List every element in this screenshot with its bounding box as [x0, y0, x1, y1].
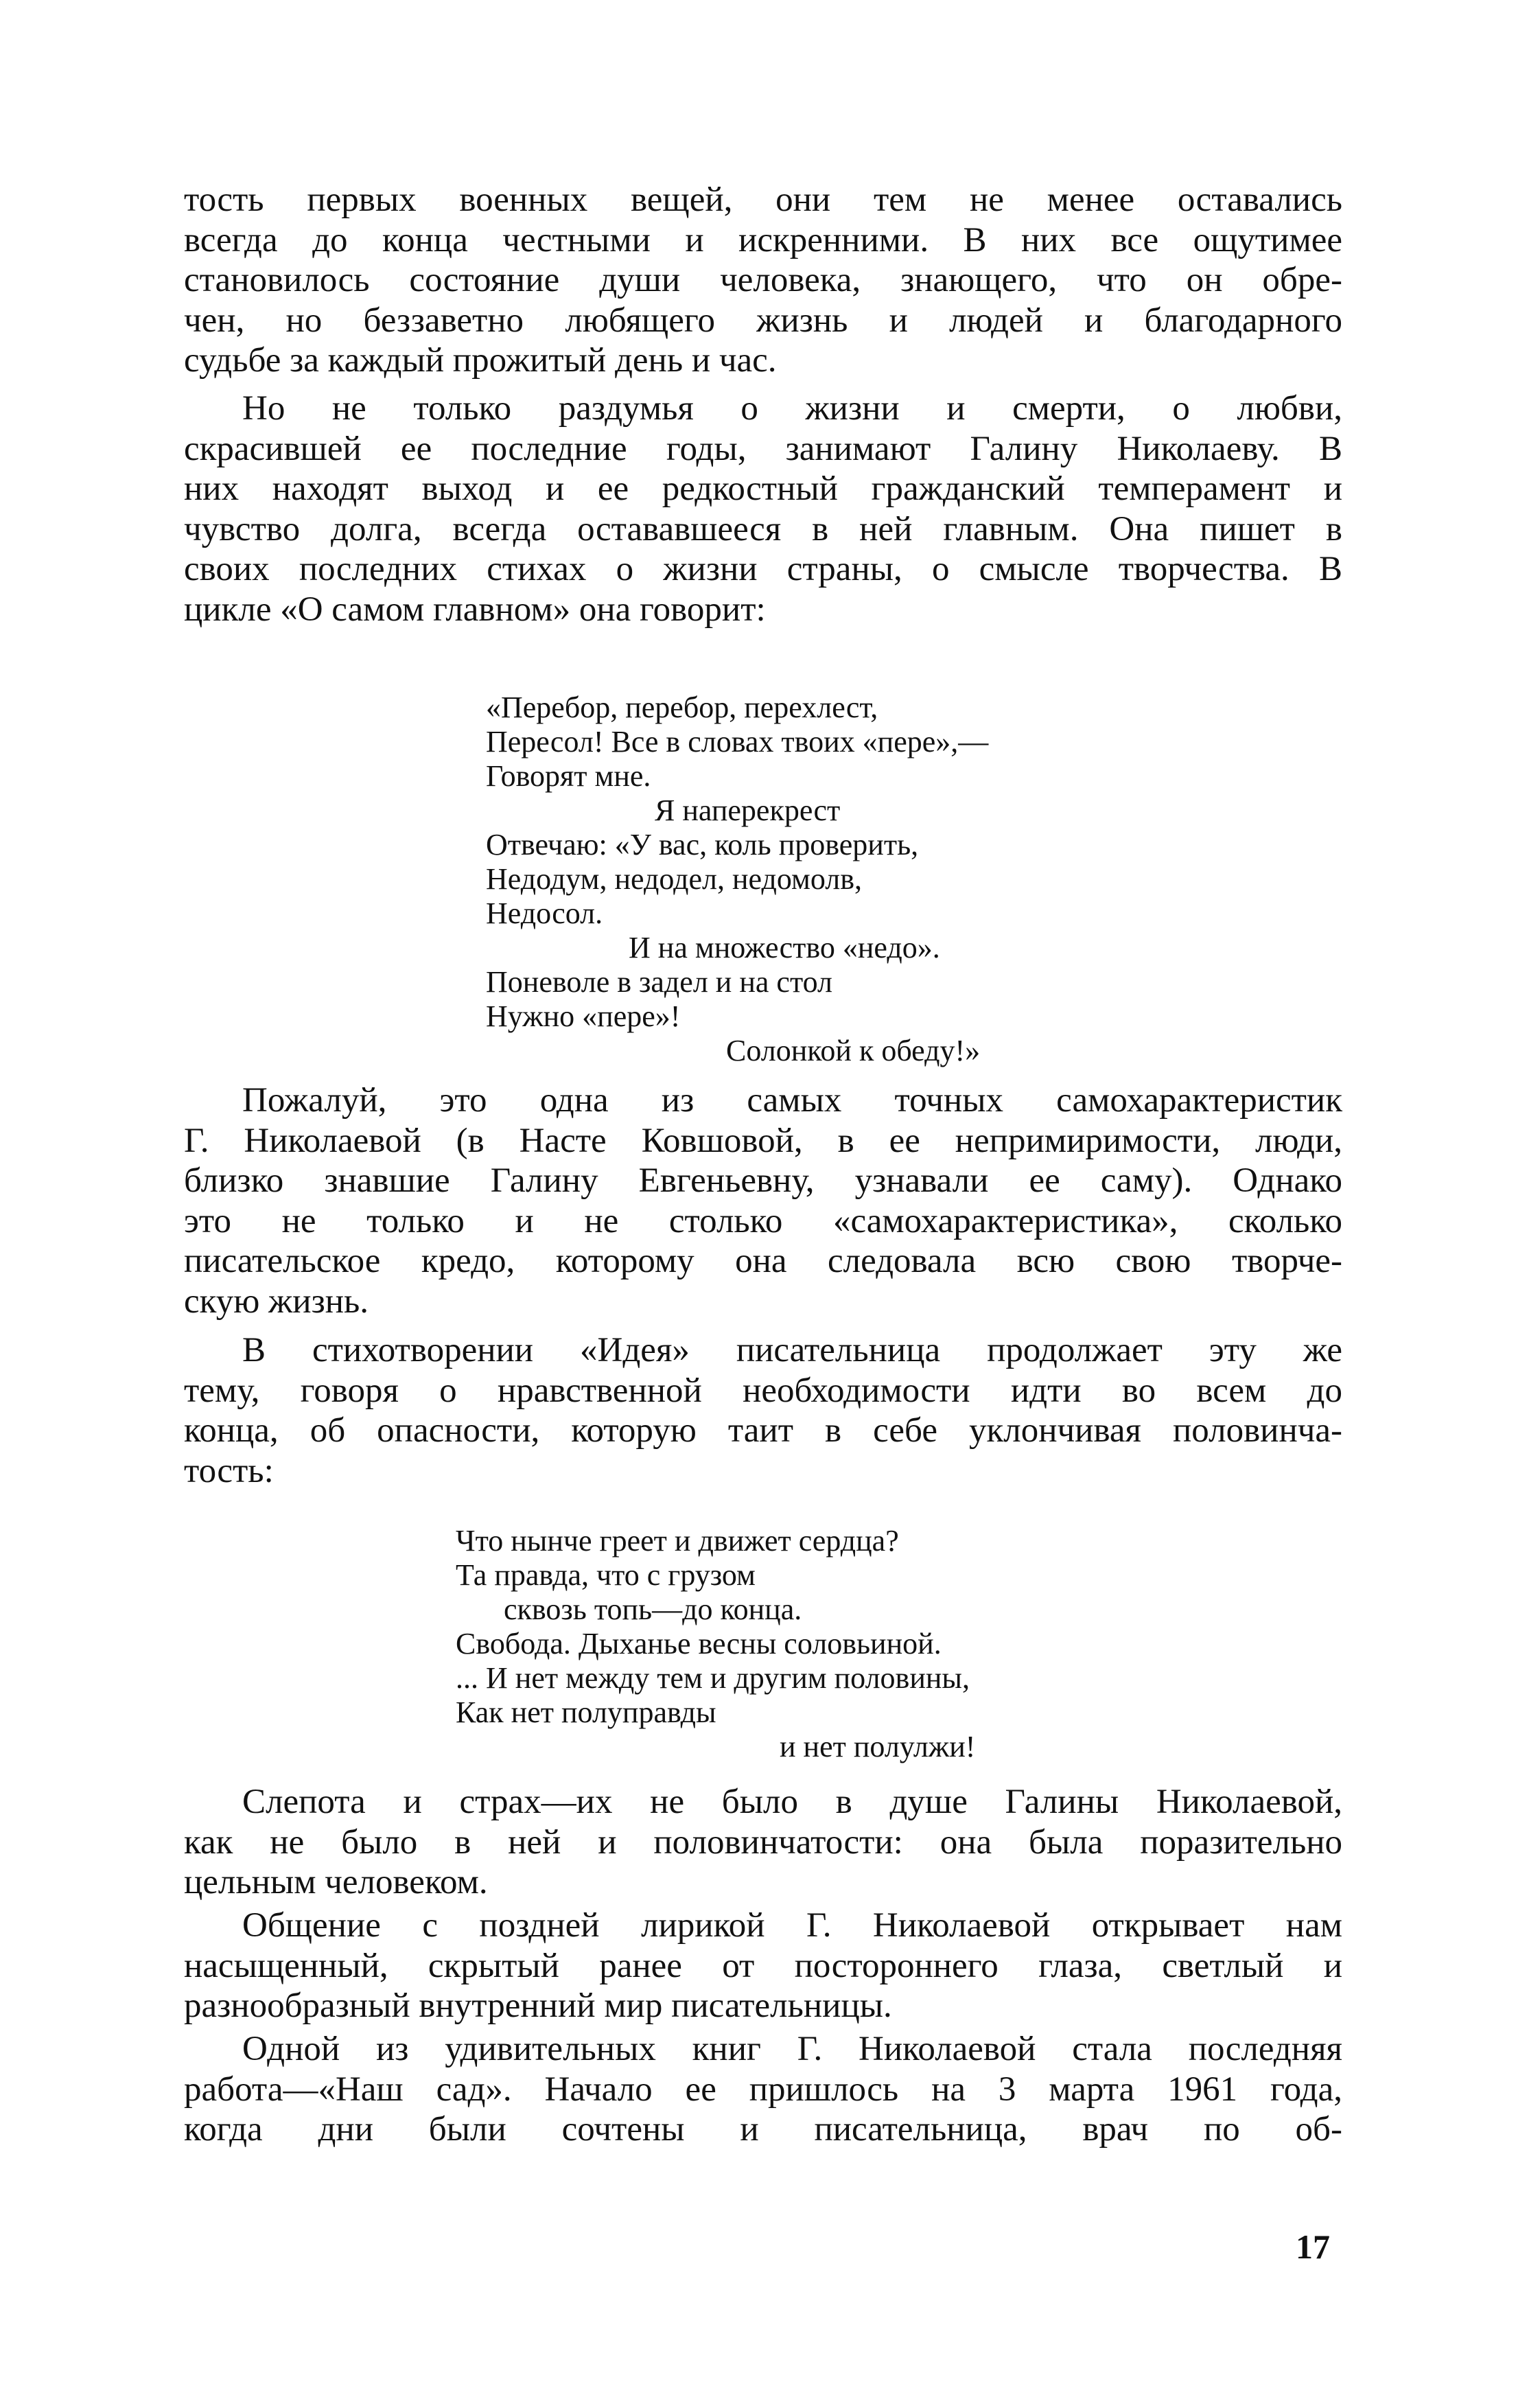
poem-line: И на множество «недо». [629, 931, 940, 964]
text-line: скую жизнь. [184, 1282, 369, 1321]
poem-line: и нет полулжи! [780, 1730, 976, 1763]
poem-line: Нужно «пере»! [486, 999, 681, 1033]
text-line: всегда до конца честными и искренними. В них все ощутимее [184, 220, 1342, 259]
poem-ideya [456, 1524, 1211, 1764]
poem-line: Та правда, что с грузом [456, 1558, 756, 1592]
paragraph-5 [184, 1782, 1342, 1903]
text-line: близко знавшие Галину Евгеньевну, узнавали ее саму). Однако [184, 1161, 1342, 1201]
text-line: Слепота и страх—их не было в душе Галины Николаевой, [242, 1783, 1342, 1821]
text-line: как не было в ней и половинчатости: она была поразительно [184, 1822, 1342, 1862]
text-line: них находят выход и ее редкостный гражданский темперамент и [184, 470, 1342, 509]
text-line: Одной из удивительных книг Г. Николаевой стала последняя [242, 2030, 1342, 2068]
poem-line: Поневоле в задел и на стол [486, 965, 832, 999]
text-line: Пожалуй, это одна из самых точных самохарактеристик [242, 1081, 1342, 1120]
poem-line: ... И нет между тем и другим половины, [456, 1661, 970, 1695]
text-line: цельным человеком. [184, 1863, 488, 1902]
poem-line: Как нет полуправды [456, 1695, 716, 1729]
text-line: работа—«Наш сад». Начало ее пришлось на 3 марта 1961 года, [184, 2070, 1342, 2109]
text-line: разнообразный внутренний мир писательницы. [184, 1987, 892, 2026]
poem-line: Недодум, недодел, недомолв, [486, 862, 863, 896]
text-line: чувство долга, всегда остававшееся в ней главным. Она пишет в [184, 509, 1342, 548]
text-line: насыщенный, скрытый ранее от постороннего глаза, светлый и [184, 1946, 1342, 1985]
text-line: тость первых военных вещей, они тем не менее оставались [184, 181, 1342, 219]
poem-pere [486, 691, 1172, 1068]
text-line: Но не только раздумья о жизни и смерти, о любви, [242, 389, 1342, 428]
paragraph-7 [184, 2029, 1342, 2150]
poem-line: Пересол! Все в словах твоих «пере»,— [486, 725, 989, 759]
text-line: это не только и не столько «самохарактеристика», сколько [184, 1201, 1342, 1240]
poem-line: Я наперекрест [655, 794, 841, 827]
poem-line: «Перебор, перебор, перехлест, [486, 691, 878, 724]
text-line: тему, говоря о нравственной необходимости идти во всем до [184, 1371, 1342, 1410]
text-line: Общение с поздней лирикой Г. Николаевой открывает нам [242, 1906, 1342, 1945]
text-line: своих последних стихах о жизни страны, о смысле творчества. В [184, 550, 1342, 589]
text-line: В стихотворении «Идея» писательница продолжает эту же [242, 1331, 1342, 1369]
text-line: скрасившей ее последние годы, занимают Галину Николаеву. В [184, 429, 1342, 468]
poem-line: Свобода. Дыханье весны соловьиной. [456, 1627, 942, 1660]
text-line: когда дни были сочтены и писательница, врач по об- [184, 2110, 1342, 2149]
poem-line: Отвечаю: «У вас, коль проверить, [486, 828, 919, 861]
text-line: конца, об опасности, которую таит в себе уклончивая половинча- [184, 1411, 1342, 1450]
text-line: Г. Николаевой (в Насте Ковшовой, в ее непримиримости, люди, [184, 1121, 1342, 1160]
text-line: становилось состояние души человека, знающего, что он обре- [184, 261, 1342, 300]
text-line: писательское кредо, которому она следовала всю свою творче- [184, 1242, 1342, 1281]
poem-line: Солонкой к обеду!» [726, 1034, 981, 1067]
text-line: судьбе за каждый прожитый день и час. [184, 341, 777, 380]
paragraph-1 [184, 180, 1342, 381]
text-line: чен, но беззаветно любящего жизнь и людей и благодарного [184, 301, 1342, 340]
page-number: 17 [1296, 2227, 1330, 2266]
poem-line: сквозь топь—до конца. [504, 1593, 802, 1626]
text-line: цикле «О самом главном» она говорит: [184, 590, 766, 629]
paragraph-4 [184, 1330, 1342, 1491]
poem-line: Говорят мне. [486, 759, 651, 793]
text-line: тость: [184, 1451, 274, 1490]
paragraph-6 [184, 1906, 1342, 2026]
poem-line: Недосол. [486, 896, 603, 930]
poem-line: Что нынче греет и движет сердца? [456, 1524, 899, 1558]
paragraph-3 [184, 1080, 1342, 1322]
paragraph-2 [184, 389, 1342, 630]
